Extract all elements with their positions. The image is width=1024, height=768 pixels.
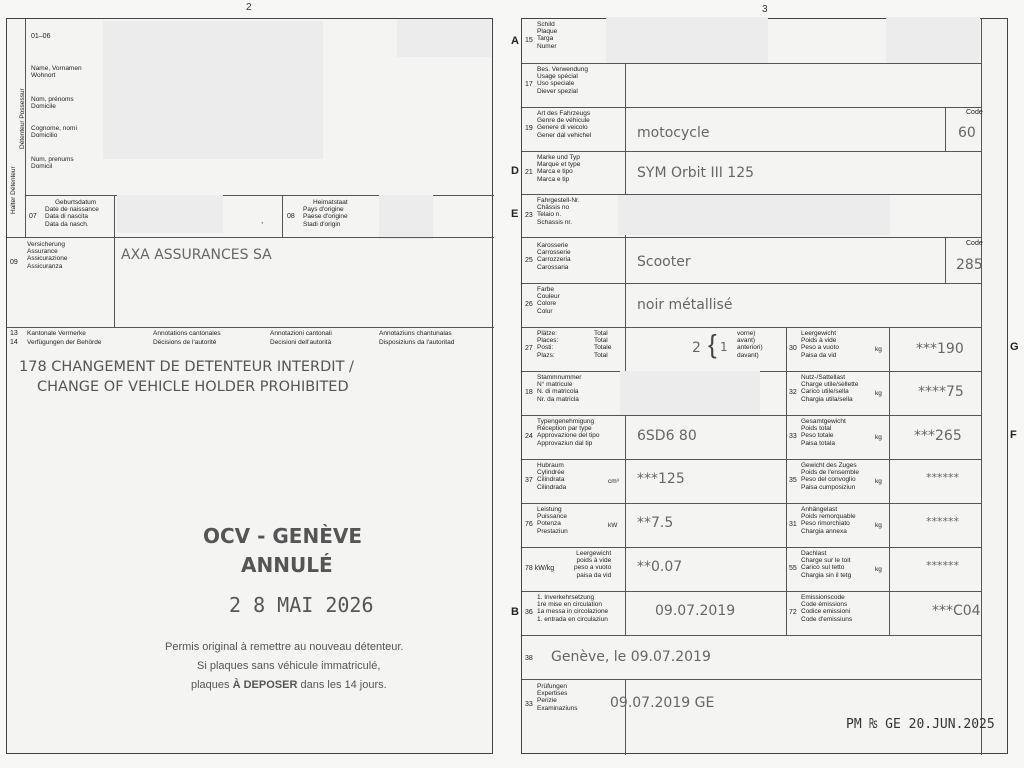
master-num: 18 <box>525 389 533 396</box>
annot-14-num: 14 <box>10 339 18 346</box>
approval-num: 24 <box>525 433 533 440</box>
stamp-text-1: Permis original à remettre au nouveau détenteur. <box>165 641 404 653</box>
birth-sep: , <box>261 216 264 225</box>
letter-f: F <box>1010 429 1017 441</box>
holder-label-it: Cognome, nomi Domicilio <box>31 125 77 140</box>
towable-value: ****** <box>926 515 959 528</box>
stamp-date: 2 8 MAI 2026 <box>229 593 374 617</box>
plate-labels: Schild Plaque Targa Numer <box>537 21 558 50</box>
roof-num: 55 <box>789 565 797 572</box>
insurance-value: AXA ASSURANCES SA <box>121 247 272 263</box>
plate-num: 15 <box>525 37 533 44</box>
seats-front: 1 <box>720 340 728 354</box>
master-labels: Stammnummer N° matricule N. di matricola Nr. da matricla <box>537 374 582 403</box>
place-date-num: 38 <box>525 655 533 662</box>
make-num: 21 <box>525 169 533 176</box>
seats-labels: Plätze: Places: Posti: Plazs: <box>537 330 559 359</box>
kind-code-label: Code <box>966 109 983 116</box>
displacement-num: 37 <box>525 477 533 484</box>
make-labels: Marke und Typ Marque et type Marca e tipo Marca e tip <box>537 154 581 183</box>
chassis-labels: Fahrgestell-Nr. Châssis no Telaio n. Schassis nr. <box>537 197 580 226</box>
train-weight-num: 35 <box>789 477 797 484</box>
annotation-line-2: CHANGE OF VEHICLE HOLDER PROHIBITED <box>37 379 349 395</box>
stamp-text-2: Si plaques sans véhicule immatriculé, <box>197 660 381 672</box>
left-page: Halter Détenteur Détenteur Possessur 01–06 Name, Vornamen Wohnort Nom, prénoms Domicile Cognome, nomi Domicilio Num, prenums Domicil 07 Geburtsdatum Date de naissance Data di nascita Data da nasch. , 08 Heimatstaat Pays d'origine Paese d'origine Stadi d'origin 09 Versicherung Assurance Assicurazione Assicuranza AXA ASSURANCES SA 13 14 Kantonale Vermerke Annotations cantonales Annotazioni cantonali Annotaziuns chantunalas Verfügungen der Behörde Décisions de l'autorité Decisioni dell'autorità Disposiziuns da l'autoritad 178 CHANGEMENT DE DETENTEUR INTERDIT / CHANGE OF VEHICLE HOLDER PROHIBITED OCV - GENÈVE ANNULÉ 2 8 MAI 2026 Permis original à remettre au nouveau détenteur. Si plaques sans véhicule immatriculé, plaques À DEPOSER dans les 14 jours. <box>6 18 493 754</box>
train-weight-labels: Gewicht des Zuges Poids de l'ensemble Peso del convoglio Paisa cumposiziun <box>801 462 859 491</box>
holder-code: 01–06 <box>31 33 51 40</box>
first-reg-num: 36 <box>525 609 533 616</box>
towable-unit: kg <box>875 522 882 529</box>
payload-num: 32 <box>789 389 797 396</box>
letter-e: E <box>511 208 519 220</box>
displacement-value: ***125 <box>637 471 685 487</box>
letter-g: G <box>1010 341 1019 353</box>
approval-labels: Typengenehmigung Réception par type Approvazione del tipo Approvaziun dal tip <box>537 418 600 447</box>
power-unit: kW <box>608 522 618 529</box>
displacement-labels: Hubraum Cylindrée Cilindrata Cilindrada <box>537 462 567 491</box>
body-value: Scooter <box>637 254 691 270</box>
total-weight-unit: kg <box>875 434 882 441</box>
inspection-value: 09.07.2019 GE <box>610 695 715 711</box>
make-value: SYM Orbit III 125 <box>637 165 755 181</box>
stamp-office: OCV - GENÈVE <box>203 524 363 548</box>
roof-value: ****** <box>926 559 959 572</box>
power-value: **7.5 <box>637 515 674 531</box>
seats-total: 2 <box>692 340 701 356</box>
letter-d: D <box>511 165 519 177</box>
total-weight-labels: Gesamtgewicht Poids total Peso totale Paisa totala <box>801 418 846 447</box>
payload-unit: kg <box>875 390 882 397</box>
body-labels: Karosserie Carrosserie Carrozzeria Carossaria <box>537 242 571 271</box>
inspection-num: 33 <box>525 701 533 708</box>
plate-redacted <box>606 17 768 63</box>
home-num: 08 <box>287 213 295 220</box>
chassis-redacted <box>618 195 890 235</box>
towable-labels: Anhängelast Poids remorquable Peso rimorchiato Chargia annexa <box>801 506 856 535</box>
train-weight-value: ****** <box>926 471 959 484</box>
page-number-left: 2 <box>246 2 252 13</box>
stamp-text-3: plaques À DEPOSER dans les 14 jours. <box>191 679 387 691</box>
body-num: 25 <box>525 257 533 264</box>
empty-weight-value: ***190 <box>916 341 964 357</box>
control-stamp: PM ₨ GE 20.JUN.2025 <box>846 717 995 732</box>
first-reg-value: 09.07.2019 <box>655 603 736 619</box>
kind-num: 19 <box>525 125 533 132</box>
holder-label-fr: Nom, prénoms Domicile <box>31 96 74 111</box>
color-num: 26 <box>525 301 533 308</box>
holder-id-redacted <box>397 19 491 57</box>
holder-side-label-2: Détenteur Possessur <box>19 88 26 149</box>
train-weight-unit: kg <box>875 478 882 485</box>
birth-num: 07 <box>29 213 37 220</box>
color-value: noir métallisé <box>637 297 733 313</box>
total-weight-num: 33 <box>789 433 797 440</box>
birth-labels: Geburtsdatum Date de naissance Data di nascita Data da nasch. <box>45 199 99 228</box>
emissions-num: 72 <box>789 609 797 616</box>
power-labels: Leistung Puissance Potenza Prestaziun <box>537 506 568 535</box>
holder-label-de: Name, Vornamen Wohnort <box>31 65 82 80</box>
right-page <box>511 18 1019 754</box>
insurance-labels: Versicherung Assurance Assicurazione Assicuranza <box>27 241 68 270</box>
holder-name-redacted <box>103 21 323 159</box>
displacement-unit: cm³ <box>608 478 619 485</box>
power-num: 76 <box>525 521 533 528</box>
use-num: 17 <box>525 81 533 88</box>
place-date-value: Genève, le 09.07.2019 <box>551 649 711 665</box>
ratio-value: **0.07 <box>637 559 683 575</box>
annotation-line-1: 178 CHANGEMENT DE DETENTEUR INTERDIT / <box>19 359 354 375</box>
birth-date-redacted <box>117 195 223 233</box>
home-labels: Heimatstaat Pays d'origine Paese d'origine Stadi d'origin <box>303 199 348 228</box>
emissions-labels: Emissionscode Code émissions Codice emissioni Code d'emissiuns <box>801 594 853 623</box>
approval-value: 6SD6 80 <box>637 428 697 444</box>
body-code-label: Code <box>966 240 983 247</box>
annot-13-num: 13 <box>10 330 18 337</box>
inspection-labels: Prüfungen Expertises Perizie Examinaziuns <box>537 683 578 712</box>
payload-value: ****75 <box>918 384 964 400</box>
first-reg-labels: 1. Inverkehrsetzung 1re mise en circulation 1a messa in circolazione 1. entrada en circulaziun <box>537 594 609 623</box>
total-weight-value: ***265 <box>914 428 962 444</box>
home-redacted <box>379 195 433 239</box>
page-number-right: 3 <box>762 4 768 15</box>
seats-totals: Total Total Totale Total <box>594 330 612 359</box>
ratio-labels: Leergewicht poids à vide peso a vuoto paisa da vid <box>574 550 612 579</box>
color-labels: Farbe Couleur Colore Colur <box>537 286 560 315</box>
ratio-num: 78 kW/kg <box>525 565 555 572</box>
payload-labels: Nutz-/Sattellast Charge utile/sellette Carico utile/sella Chargia utila/sella <box>801 374 859 403</box>
insurance-num: 09 <box>10 259 18 266</box>
chassis-num: 23 <box>525 212 533 219</box>
seats-front-labels: vorne) avant) anteriori) davant) <box>737 330 763 359</box>
holder-side-label: Halter Détenteur <box>10 166 17 214</box>
emissions-value: ***C04 <box>932 603 981 619</box>
roof-labels: Dachlast Charge sur le toit Carico sul tetto Chargia sin il tetg <box>801 550 852 579</box>
seats-brace: { <box>708 329 717 359</box>
body-code: 285 <box>956 257 983 273</box>
plate-extra-redacted <box>886 17 980 63</box>
letter-b: B <box>511 606 519 618</box>
master-redacted <box>620 371 760 415</box>
empty-weight-num: 30 <box>789 345 797 352</box>
holder-label-rm: Num, prenums Domicil <box>31 156 74 171</box>
stamp-status: ANNULÉ <box>241 553 333 577</box>
kind-value: motocycle <box>637 125 710 141</box>
roof-unit: kg <box>875 566 882 573</box>
seats-num: 27 <box>525 345 533 352</box>
kind-labels: Art des Fahrzeugs Genre de véhicule Genere di veicolo Gener dal vehichel <box>537 110 592 139</box>
towable-num: 31 <box>789 521 797 528</box>
letter-a: A <box>511 35 519 47</box>
use-labels: Bes. Verwendung Usage spécial Uso speciale Diever spezial <box>537 66 588 95</box>
empty-weight-unit: kg <box>875 346 882 353</box>
empty-weight-labels: Leergewicht Poids à vide Peso a vuoto Paisa da vid <box>801 330 839 359</box>
kind-code: 60 <box>958 125 976 141</box>
